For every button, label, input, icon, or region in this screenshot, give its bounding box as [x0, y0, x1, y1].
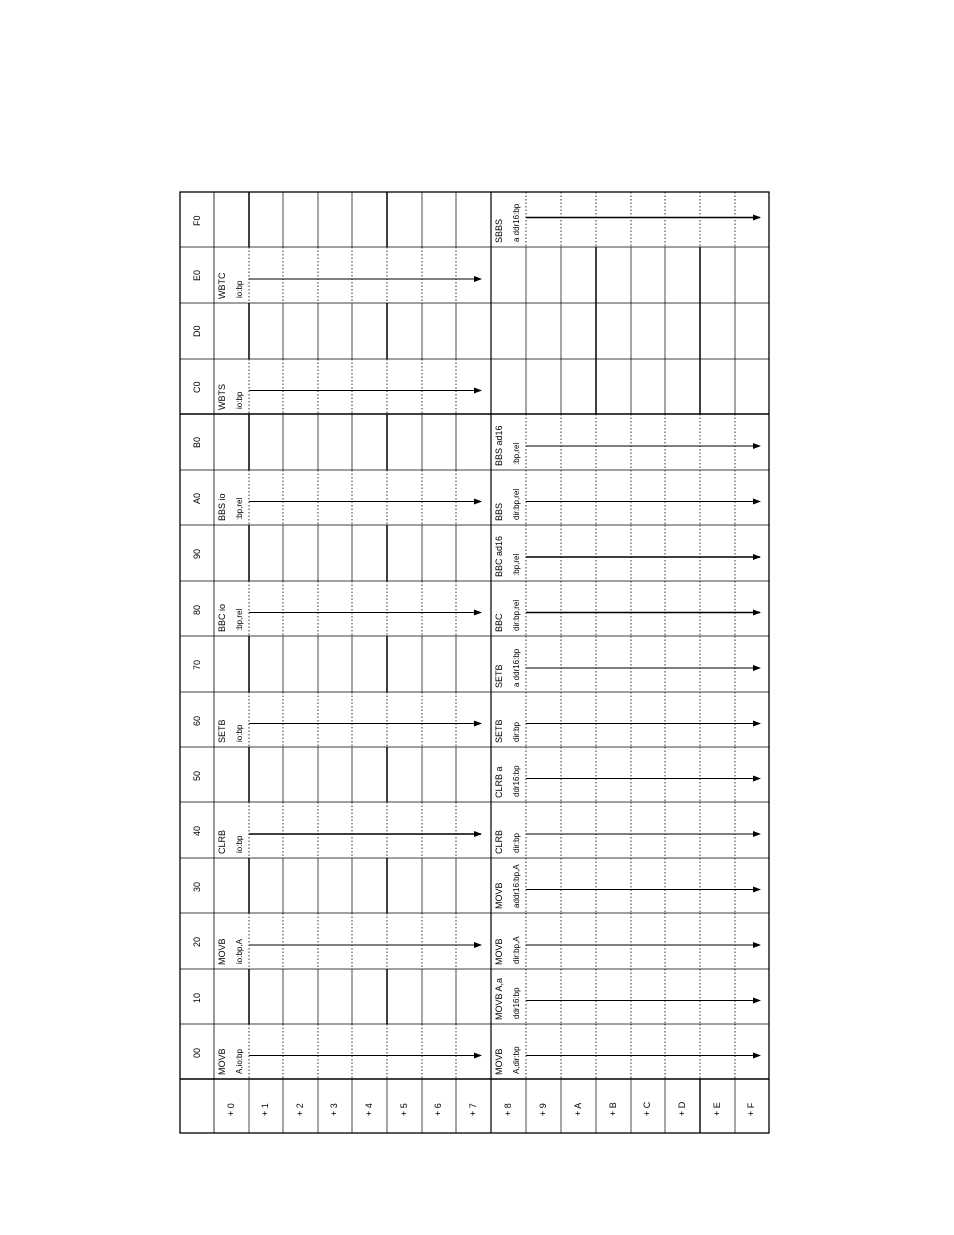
table-border	[180, 192, 769, 1133]
column-header-b0: B0	[192, 436, 202, 448]
instruction-mnemonic: MOVB	[494, 938, 504, 965]
offset-label: + 6	[433, 1103, 443, 1116]
offset-label: + D	[676, 1101, 687, 1116]
column-header-80: 80	[192, 604, 202, 615]
instruction-mnemonic: MOVB	[217, 938, 227, 965]
instruction-mnemonic: MOVB	[217, 1048, 227, 1075]
instruction-operand: io:bp	[235, 391, 244, 409]
instruction-mnemonic: CLRB	[217, 829, 227, 854]
instruction-operand: addr16:bp,A	[512, 864, 521, 908]
instruction-operand: A,dir:bp	[512, 1046, 521, 1074]
instruction-operand: dir:bp,rel	[512, 488, 521, 520]
instruction-operand: :bp,rel	[235, 608, 244, 631]
instruction-mnemonic: BBS	[494, 502, 504, 521]
offset-label: + 5	[398, 1103, 409, 1116]
offset-label: + C	[642, 1101, 652, 1116]
offset-label: + E	[711, 1102, 722, 1116]
instruction-mnemonic: MOVB	[494, 882, 504, 909]
instruction-operand: io:bp	[235, 835, 244, 853]
column-header-70: 70	[192, 659, 202, 670]
instruction-operand: io:bp	[235, 280, 244, 298]
instruction-mnemonic: SETB	[494, 719, 504, 743]
instruction-operand: a ddr16:bp	[512, 203, 521, 242]
offset-label: + 3	[329, 1103, 339, 1116]
column-header-f0: F0	[192, 214, 202, 226]
offset-label: + 8	[502, 1103, 513, 1116]
instruction-operand: dir:bp,A	[512, 936, 521, 964]
column-header-60: 60	[192, 715, 202, 726]
instruction-operand: ddr16:bp	[512, 987, 521, 1019]
column-header-e0: E0	[192, 269, 202, 281]
instruction-operand: dir:bp	[512, 721, 521, 742]
column-header-40: 40	[192, 825, 202, 836]
instruction-operand: ddr16:bp	[512, 765, 521, 797]
column-header-20: 20	[192, 936, 202, 947]
instruction-mnemonic: MOVB	[494, 1048, 504, 1075]
instruction-mnemonic: BBC ad16	[494, 535, 504, 577]
instruction-mnemonic: BBC	[494, 613, 504, 632]
instruction-operand: :bp,rel	[512, 442, 521, 465]
instruction-mnemonic: BBS io	[217, 493, 227, 521]
column-header-50: 50	[192, 770, 202, 781]
instruction-mnemonic: WBTC	[217, 272, 227, 299]
offset-label: + 1	[260, 1103, 270, 1116]
instruction-mnemonic: CLRB a	[494, 766, 504, 798]
instruction-mnemonic: MOVB A,a	[494, 977, 504, 1020]
instruction-operand: io:bp,A	[235, 939, 244, 964]
instruction-operand: :bp,rel	[512, 553, 521, 576]
offset-label: + 2	[294, 1103, 305, 1116]
offset-label: + A	[572, 1102, 583, 1116]
instruction-mnemonic: BBS ad16	[494, 425, 504, 466]
instruction-operand: io:bp	[235, 724, 244, 742]
instruction-operand: :bp,rel	[235, 497, 244, 520]
instruction-mnemonic: SETB	[217, 719, 227, 743]
column-header-a0: A0	[192, 492, 202, 504]
instruction-operand: A,io:bp	[235, 1049, 244, 1074]
instruction-mnemonic: CLRB	[494, 829, 504, 854]
instruction-mnemonic: SBBS	[494, 218, 504, 243]
instruction-mnemonic: BBC io	[217, 603, 227, 632]
instruction-operand: dir:bp	[512, 832, 521, 853]
column-header-c0: C0	[192, 380, 202, 393]
offset-label: + 9	[537, 1103, 548, 1116]
instruction-mnemonic: WBTS	[217, 384, 227, 410]
column-header-00: 00	[192, 1047, 202, 1058]
column-header-10: 10	[192, 992, 202, 1003]
instruction-operand: dir:bp,rel	[512, 599, 521, 631]
offset-label: + 4	[363, 1103, 374, 1116]
offset-label: + B	[607, 1102, 618, 1116]
column-header-d0: D0	[192, 325, 202, 337]
instruction-operand: a ddr16:bp	[512, 648, 521, 687]
column-header-30: 30	[192, 881, 202, 892]
offset-label: + F	[746, 1102, 756, 1116]
instruction-mnemonic: SETB	[494, 664, 504, 688]
offset-label: + 0	[225, 1103, 236, 1116]
column-header-90: 90	[192, 548, 202, 559]
offset-label: + 7	[467, 1103, 478, 1116]
